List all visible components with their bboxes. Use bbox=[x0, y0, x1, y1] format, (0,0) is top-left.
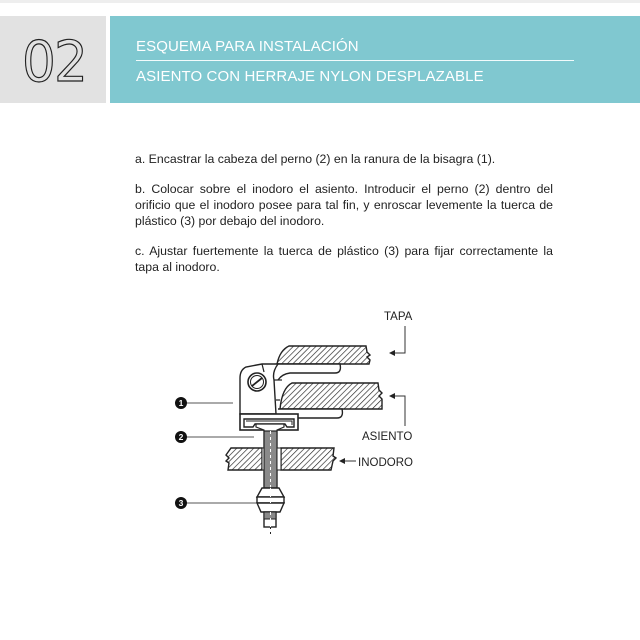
svg-text:2: 2 bbox=[178, 432, 184, 442]
instruction-a: a. Encastrar la cabeza del perno (2) en la ranura de la bisagra (1). bbox=[135, 152, 496, 166]
section-number: 02 bbox=[22, 30, 86, 95]
tapa-slab bbox=[277, 346, 370, 364]
instruction-c: c. Ajustar fuertemente la tuerca de plástico (3) para fijar correctamente la tapa al inodoro. bbox=[135, 244, 553, 274]
section-subtitle: ASIENTO CON HERRAJE NYLON DESPLAZABLE bbox=[136, 68, 484, 85]
plastic-nut bbox=[257, 488, 284, 535]
label-tapa bbox=[384, 311, 413, 353]
asiento-slab bbox=[280, 383, 382, 409]
section-title: ESQUEMA PARA INSTALACIÓN bbox=[136, 38, 359, 55]
instruction-b: b. Colocar sobre el inodoro el asiento. Introducir el perno (2) dentro del orificio que el inodoro posee para tal fin, y enroscar levemente la tuerca de plástico (3) por debajo del inodoro. bbox=[135, 182, 553, 228]
svg-text:3: 3 bbox=[178, 498, 184, 508]
marker-1 bbox=[175, 397, 233, 409]
marker-3 bbox=[175, 497, 256, 509]
marker-2 bbox=[175, 431, 254, 443]
label-inodoro bbox=[340, 457, 413, 469]
svg-text:1: 1 bbox=[178, 398, 184, 408]
svg-text:INODORO: INODORO bbox=[358, 457, 413, 469]
svg-text:TAPA: TAPA bbox=[384, 311, 413, 323]
inodoro-slab bbox=[226, 448, 336, 470]
svg-text:ASIENTO: ASIENTO bbox=[362, 431, 413, 443]
